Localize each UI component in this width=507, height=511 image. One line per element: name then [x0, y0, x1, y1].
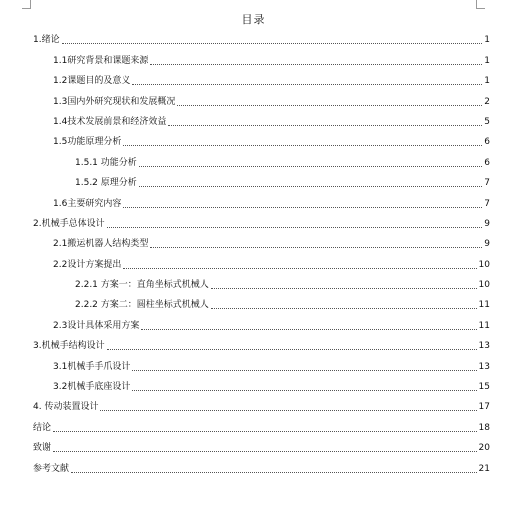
- toc-entry[interactable]: [33, 336, 490, 356]
- toc-entry-page-number: 1: [484, 55, 490, 66]
- toc-entry-label: 1.3国内外研究现状和发展概况: [53, 96, 176, 107]
- toc-entry-page-number: 13: [478, 361, 490, 372]
- toc-entry-page-number: 13: [478, 341, 490, 352]
- toc-entry[interactable]: [33, 30, 490, 50]
- margin-corner-mark: [22, 0, 31, 9]
- dot-leader: [107, 226, 483, 228]
- toc-entry-page-number: 1: [484, 35, 490, 46]
- dot-leader: [100, 409, 476, 411]
- dot-leader: [53, 450, 477, 452]
- toc-entry-label: 2.1搬运机器人结构类型: [53, 239, 149, 250]
- toc-entry-label: 1.6主要研究内容: [53, 198, 122, 209]
- margin-corner-mark: [476, 0, 485, 9]
- dot-leader: [62, 42, 483, 44]
- toc-entry-label: 1.4技术发展前景和经济效益: [53, 116, 167, 127]
- toc-entry-label: 致谢: [33, 443, 52, 454]
- dot-leader: [123, 267, 476, 269]
- toc-entry[interactable]: [33, 112, 490, 132]
- toc-entry-label: 2.2.2 方案二：圆柱坐标式机械人: [75, 300, 209, 311]
- dot-leader: [141, 328, 476, 330]
- toc-entry-label: 2.机械手总体设计: [33, 218, 105, 229]
- toc-entry-label: 1.1研究背景和课题来源: [53, 55, 149, 66]
- toc-entry[interactable]: [33, 315, 490, 335]
- toc-entry-label: 2.2设计方案提出: [53, 259, 122, 270]
- toc-entry[interactable]: [33, 173, 490, 193]
- toc-entry-label: 结论: [33, 422, 52, 433]
- table-of-contents: [33, 30, 490, 479]
- toc-entry-page-number: 21: [478, 463, 490, 474]
- dot-leader: [53, 430, 477, 432]
- toc-entry[interactable]: [33, 132, 490, 152]
- toc-entry-page-number: 6: [484, 137, 490, 148]
- toc-entry-label: 2.3设计具体采用方案: [53, 320, 140, 331]
- toc-entry-page-number: 15: [478, 382, 490, 393]
- toc-entry[interactable]: [33, 356, 490, 376]
- toc-entry[interactable]: [33, 377, 490, 397]
- toc-entry-page-number: 11: [478, 320, 490, 331]
- dot-leader: [139, 185, 483, 187]
- toc-entry-label: 1.5.2 原理分析: [75, 178, 137, 189]
- toc-entry-page-number: 9: [484, 239, 490, 250]
- toc-entry-page-number: 10: [478, 280, 490, 291]
- toc-entry-label: 3.2机械手底座设计: [53, 382, 131, 393]
- toc-entry[interactable]: [33, 254, 490, 274]
- toc-entry[interactable]: [33, 91, 490, 111]
- toc-entry-page-number: 1: [484, 76, 490, 87]
- toc-entry[interactable]: [33, 397, 490, 417]
- toc-entry-page-number: 10: [478, 259, 490, 270]
- toc-entry-page-number: 17: [478, 402, 490, 413]
- toc-entry[interactable]: [33, 417, 490, 437]
- dot-leader: [123, 206, 482, 208]
- toc-entry[interactable]: [33, 458, 490, 478]
- dot-leader: [211, 307, 477, 309]
- toc-entry-label: 4. 传动装置设计: [33, 402, 99, 413]
- toc-entry[interactable]: [33, 71, 490, 91]
- toc-entry-label: 参考文献: [33, 463, 70, 474]
- toc-entry-label: 1.2课题目的及意义: [53, 76, 131, 87]
- dot-leader: [71, 471, 477, 473]
- dot-leader: [139, 165, 483, 167]
- dot-leader: [132, 83, 482, 85]
- toc-entry-label: 2.2.1 方案一：直角坐标式机械人: [75, 280, 209, 291]
- toc-entry[interactable]: [33, 193, 490, 213]
- dot-leader: [132, 389, 476, 391]
- toc-entry-label: 1.绪论: [33, 35, 60, 46]
- toc-entry[interactable]: [33, 50, 490, 70]
- dot-leader: [150, 63, 482, 65]
- toc-entry-label: 1.5功能原理分析: [53, 137, 122, 148]
- toc-entry-page-number: 2: [484, 96, 490, 107]
- toc-entry[interactable]: [33, 275, 490, 295]
- toc-entry-label: 3.1机械手手爪设计: [53, 361, 131, 372]
- toc-entry-label: 3.机械手结构设计: [33, 341, 105, 352]
- toc-entry-page-number: 7: [484, 178, 490, 189]
- toc-entry-page-number: 7: [484, 198, 490, 209]
- dot-leader: [177, 104, 482, 106]
- dot-leader: [107, 348, 477, 350]
- dot-leader: [132, 369, 476, 371]
- toc-entry-page-number: 11: [478, 300, 490, 311]
- toc-entry-page-number: 18: [478, 422, 490, 433]
- dot-leader: [211, 287, 477, 289]
- dot-leader: [168, 124, 482, 126]
- toc-entry[interactable]: [33, 295, 490, 315]
- toc-entry-page-number: 5: [484, 116, 490, 127]
- page-title: 目录: [241, 13, 266, 26]
- toc-entry-label: 1.5.1 功能分析: [75, 157, 137, 168]
- dot-leader: [123, 144, 482, 146]
- toc-entry[interactable]: [33, 438, 490, 458]
- toc-entry[interactable]: [33, 214, 490, 234]
- toc-entry-page-number: 6: [484, 157, 490, 168]
- toc-entry-page-number: 9: [484, 218, 490, 229]
- toc-entry[interactable]: [33, 152, 490, 172]
- toc-entry-page-number: 20: [478, 443, 490, 454]
- toc-entry[interactable]: [33, 234, 490, 254]
- dot-leader: [150, 246, 482, 248]
